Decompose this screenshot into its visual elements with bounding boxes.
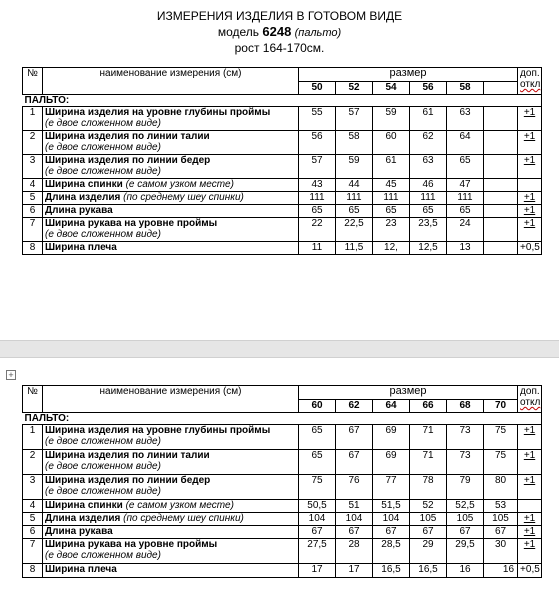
table-row <box>23 218 542 242</box>
value-cell <box>484 131 518 155</box>
table-move-handle-icon[interactable]: + <box>6 370 16 380</box>
tolerance-value: +1 <box>523 526 536 537</box>
measurement-note: (е двое сложенном виде) <box>45 436 161 447</box>
value-cell: 65 <box>447 155 484 179</box>
measurement-name-cell <box>43 107 299 131</box>
table-row <box>23 539 542 564</box>
measurement-note: (по среднему шеу спинки) <box>123 192 244 203</box>
value-cell: 61 <box>373 155 410 179</box>
size-cell: 70 <box>484 400 518 413</box>
value-cell: 27,5 <box>299 539 336 564</box>
value-cell: 67 <box>447 526 484 539</box>
value-cell: 17 <box>336 564 373 578</box>
value-cell: 104 <box>336 513 373 526</box>
table-row <box>23 450 542 475</box>
value-cell: 67 <box>336 526 373 539</box>
measurement-name-cell <box>43 539 299 564</box>
size-cell: 68 <box>447 400 484 413</box>
table-row <box>23 131 542 155</box>
value-cell: 65 <box>373 205 410 218</box>
table-row <box>23 526 542 539</box>
measurement-note: (е двое сложенном виде) <box>45 461 161 472</box>
tolerance-value: +1 <box>523 475 536 486</box>
value-cell <box>484 107 518 131</box>
name-header: наименование измерения (см) <box>43 386 299 413</box>
value-cell <box>484 218 518 242</box>
model-line <box>0 24 559 41</box>
tolerance-cell <box>518 131 542 155</box>
tolerance-cell <box>518 475 542 500</box>
value-cell: 12,5 <box>410 242 447 255</box>
measurement-name: Ширина изделия на уровне глубины проймы <box>45 107 271 118</box>
value-cell: 79 <box>447 475 484 500</box>
measurement-name-cell <box>43 513 299 526</box>
value-cell: 11 <box>299 242 336 255</box>
tolerance-cell <box>518 218 542 242</box>
value-cell: 45 <box>373 179 410 192</box>
table-row <box>23 500 542 513</box>
value-cell: 11,5 <box>336 242 373 255</box>
value-cell: 57 <box>336 107 373 131</box>
tolerance-header-line2: откл <box>520 79 541 90</box>
value-cell: 69 <box>373 425 410 450</box>
table-row <box>23 179 542 192</box>
value-cell: 111 <box>410 192 447 205</box>
tolerance-value: +1 <box>523 205 536 216</box>
tolerance-cell <box>518 450 542 475</box>
value-cell: 111 <box>447 192 484 205</box>
size-cell: 60 <box>299 400 336 413</box>
value-cell: 52,5 <box>447 500 484 513</box>
value-cell: 46 <box>410 179 447 192</box>
tolerance-header-line1: доп. <box>520 68 540 79</box>
page-gap <box>0 340 559 358</box>
measurement-name-cell <box>43 242 299 255</box>
value-cell: 57 <box>299 155 336 179</box>
value-cell: 76 <box>336 475 373 500</box>
measurements-table-2 <box>22 385 542 578</box>
measurement-note: (е двое сложенном виде) <box>45 486 161 497</box>
measurement-note: (е двое сложенном виде) <box>45 142 161 153</box>
size-cell: 58 <box>447 82 484 95</box>
size-header: размер <box>299 386 518 400</box>
tolerance-value: +1 <box>523 450 536 461</box>
value-cell: 16 <box>447 564 484 578</box>
value-cell: 51 <box>336 500 373 513</box>
measurement-note: (е двое сложенном виде) <box>45 118 161 129</box>
size-cell <box>484 82 518 95</box>
measurement-name: Ширина спинки <box>45 500 123 511</box>
value-cell: 75 <box>484 450 518 475</box>
tolerance-cell <box>518 526 542 539</box>
document-header <box>0 9 559 56</box>
value-cell: 65 <box>447 205 484 218</box>
value-cell: 105 <box>447 513 484 526</box>
measurement-name: Длина изделия <box>45 192 121 203</box>
measurement-name: Длина рукава <box>45 205 113 216</box>
value-cell: 61 <box>410 107 447 131</box>
section-label: ПАЛЬТО: <box>23 413 542 425</box>
height-range: рост 164-170см. <box>234 41 325 55</box>
value-cell: 50,5 <box>299 500 336 513</box>
value-cell: 65 <box>336 205 373 218</box>
measurement-name-cell <box>43 192 299 205</box>
tolerance-cell <box>518 539 542 564</box>
model-type: (пальто) <box>294 27 342 39</box>
value-cell: 75 <box>484 425 518 450</box>
value-cell: 44 <box>336 179 373 192</box>
value-cell: 105 <box>484 513 518 526</box>
value-cell: 16,5 <box>373 564 410 578</box>
table-row <box>23 513 542 526</box>
measurement-name: Длина рукава <box>45 526 113 537</box>
value-cell: 104 <box>299 513 336 526</box>
document-title: ИЗМЕРЕНИЯ ИЗДЕЛИЯ В ГОТОВОМ ВИДЕ <box>156 9 403 23</box>
model-prefix: модель <box>217 25 260 39</box>
value-cell: 17 <box>299 564 336 578</box>
value-cell: 30 <box>484 539 518 564</box>
row-number: 2 <box>23 131 43 155</box>
table-row <box>23 242 542 255</box>
tolerance-cell <box>518 179 542 192</box>
num-header: № <box>23 386 43 413</box>
value-cell: 64 <box>447 131 484 155</box>
value-cell: 71 <box>410 425 447 450</box>
row-number: 7 <box>23 218 43 242</box>
tolerance-value: +1 <box>523 218 536 229</box>
row-number: 3 <box>23 475 43 500</box>
measurement-name: Ширина изделия по линии бедер <box>45 155 211 166</box>
measurement-name: Ширина изделия по линии бедер <box>45 475 211 486</box>
row-number: 5 <box>23 513 43 526</box>
tolerance-value: +0,5 <box>520 564 540 575</box>
measurement-name: Ширина изделия по линии талии <box>45 131 210 142</box>
table-row <box>23 425 542 450</box>
value-cell <box>484 205 518 218</box>
value-cell <box>484 179 518 192</box>
value-cell: 59 <box>373 107 410 131</box>
row-number: 1 <box>23 107 43 131</box>
tolerance-cell <box>518 107 542 131</box>
measurement-name: Ширина рукава на уровне проймы <box>45 218 218 229</box>
tolerance-value: +0,5 <box>520 242 540 253</box>
value-cell: 67 <box>299 526 336 539</box>
measurement-name: Ширина изделия по линии талии <box>45 450 210 461</box>
value-cell: 62 <box>410 131 447 155</box>
value-cell: 111 <box>373 192 410 205</box>
tolerance-cell <box>518 425 542 450</box>
measurement-note: (е двое сложенном виде) <box>45 166 161 177</box>
table-row <box>23 192 542 205</box>
value-cell: 71 <box>410 450 447 475</box>
tolerance-header <box>518 386 542 413</box>
tolerance-value: +1 <box>523 192 536 203</box>
measurement-name-cell <box>43 450 299 475</box>
size-cell: 64 <box>373 400 410 413</box>
row-number: 2 <box>23 450 43 475</box>
tolerance-value: +1 <box>523 131 536 142</box>
value-cell: 104 <box>373 513 410 526</box>
size-cell: 54 <box>373 82 410 95</box>
tolerance-cell <box>518 205 542 218</box>
size-cell: 50 <box>299 82 336 95</box>
tolerance-header <box>518 68 542 95</box>
row-number: 5 <box>23 192 43 205</box>
value-cell: 43 <box>299 179 336 192</box>
tolerance-value: +1 <box>523 425 536 436</box>
tolerance-value: +1 <box>523 539 536 550</box>
measurement-name-cell <box>43 500 299 513</box>
row-number: 3 <box>23 155 43 179</box>
measurement-name: Длина изделия <box>45 513 121 524</box>
value-cell: 53 <box>484 500 518 513</box>
table-row <box>23 475 542 500</box>
value-cell: 67 <box>373 526 410 539</box>
measurements-table-1 <box>22 67 542 255</box>
row-number: 4 <box>23 179 43 192</box>
value-cell: 23 <box>373 218 410 242</box>
value-cell: 111 <box>336 192 373 205</box>
value-cell: 63 <box>410 155 447 179</box>
measurement-name-cell <box>43 155 299 179</box>
value-cell: 22,5 <box>336 218 373 242</box>
tolerance-cell <box>518 192 542 205</box>
value-cell: 52 <box>410 500 447 513</box>
tolerance-cell <box>518 564 542 578</box>
row-number: 8 <box>23 564 43 578</box>
tolerance-value: +1 <box>523 155 536 166</box>
value-cell: 55 <box>299 107 336 131</box>
measurement-note: (е двое сложенном виде) <box>45 550 161 561</box>
value-cell: 105 <box>410 513 447 526</box>
value-cell: 12, <box>373 242 410 255</box>
tolerance-cell <box>518 242 542 255</box>
tolerance-cell <box>518 500 542 513</box>
value-cell: 69 <box>373 450 410 475</box>
tolerance-header-line1: доп. <box>520 386 540 397</box>
measurement-name-cell <box>43 475 299 500</box>
measurement-name: Ширина спинки <box>45 179 123 190</box>
measurement-name-cell <box>43 131 299 155</box>
value-cell: 28,5 <box>373 539 410 564</box>
model-number: 6248 <box>262 24 292 39</box>
measurement-name-cell <box>43 425 299 450</box>
value-cell: 56 <box>299 131 336 155</box>
row-number: 6 <box>23 205 43 218</box>
value-cell: 29,5 <box>447 539 484 564</box>
measurement-name: Ширина плеча <box>45 564 117 575</box>
header-row <box>23 386 542 400</box>
value-cell: 24 <box>447 218 484 242</box>
measurement-note: (по среднему шеу спинки) <box>123 513 244 524</box>
row-number: 7 <box>23 539 43 564</box>
size-cell: 56 <box>410 82 447 95</box>
size-cell: 66 <box>410 400 447 413</box>
value-cell: 28 <box>336 539 373 564</box>
header-row <box>23 68 542 82</box>
tolerance-value: +1 <box>523 513 536 524</box>
measurement-name-cell <box>43 526 299 539</box>
value-cell: 65 <box>299 425 336 450</box>
measurement-name: Ширина изделия на уровне глубины проймы <box>45 425 271 436</box>
measurement-name-cell <box>43 218 299 242</box>
value-cell: 67 <box>336 425 373 450</box>
value-cell: 16,5 <box>410 564 447 578</box>
row-number: 1 <box>23 425 43 450</box>
table-row <box>23 107 542 131</box>
value-cell: 111 <box>299 192 336 205</box>
value-cell: 75 <box>299 475 336 500</box>
value-cell: 67 <box>484 526 518 539</box>
value-cell: 59 <box>336 155 373 179</box>
measurement-note: (е самом узком месте) <box>125 179 234 190</box>
value-cell: 78 <box>410 475 447 500</box>
name-header: наименование измерения (см) <box>43 68 299 95</box>
section-label: ПАЛЬТО: <box>23 95 542 107</box>
value-cell: 13 <box>447 242 484 255</box>
measurement-name-cell <box>43 564 299 578</box>
size-cell: 62 <box>336 400 373 413</box>
value-cell: 65 <box>299 450 336 475</box>
value-cell: 23,5 <box>410 218 447 242</box>
value-cell: 60 <box>373 131 410 155</box>
value-cell <box>484 242 518 255</box>
row-number: 6 <box>23 526 43 539</box>
table-row <box>23 564 542 578</box>
measurement-name: Ширина рукава на уровне проймы <box>45 539 218 550</box>
value-cell: 65 <box>299 205 336 218</box>
row-number: 8 <box>23 242 43 255</box>
page-2 <box>0 358 559 600</box>
measurement-note: (е самом узком месте) <box>125 500 234 511</box>
measurement-name-cell <box>43 179 299 192</box>
tolerance-value: +1 <box>523 107 536 118</box>
row-number: 4 <box>23 500 43 513</box>
table-row <box>23 155 542 179</box>
value-cell: 67 <box>336 450 373 475</box>
tolerance-header-line2: откл <box>520 397 541 408</box>
value-cell: 73 <box>447 425 484 450</box>
value-cell: 63 <box>447 107 484 131</box>
measurement-note: (е двое сложенном виде) <box>45 229 161 240</box>
measurement-name: Ширина плеча <box>45 242 117 253</box>
size-cell: 52 <box>336 82 373 95</box>
value-cell: 51,5 <box>373 500 410 513</box>
value-cell: 29 <box>410 539 447 564</box>
measurement-name-cell <box>43 205 299 218</box>
value-cell: 67 <box>410 526 447 539</box>
tolerance-cell <box>518 513 542 526</box>
section-row <box>23 95 542 107</box>
value-cell: 77 <box>373 475 410 500</box>
value-cell <box>484 192 518 205</box>
size-header: размер <box>299 68 518 82</box>
value-cell: 22 <box>299 218 336 242</box>
value-cell: 58 <box>336 131 373 155</box>
value-cell: 80 <box>484 475 518 500</box>
value-cell: 73 <box>447 450 484 475</box>
tolerance-cell <box>518 155 542 179</box>
value-cell: 65 <box>410 205 447 218</box>
value-cell <box>484 155 518 179</box>
num-header: № <box>23 68 43 95</box>
table-row <box>23 205 542 218</box>
value-cell: 47 <box>447 179 484 192</box>
value-cell: 16 <box>484 564 518 578</box>
section-row <box>23 413 542 425</box>
